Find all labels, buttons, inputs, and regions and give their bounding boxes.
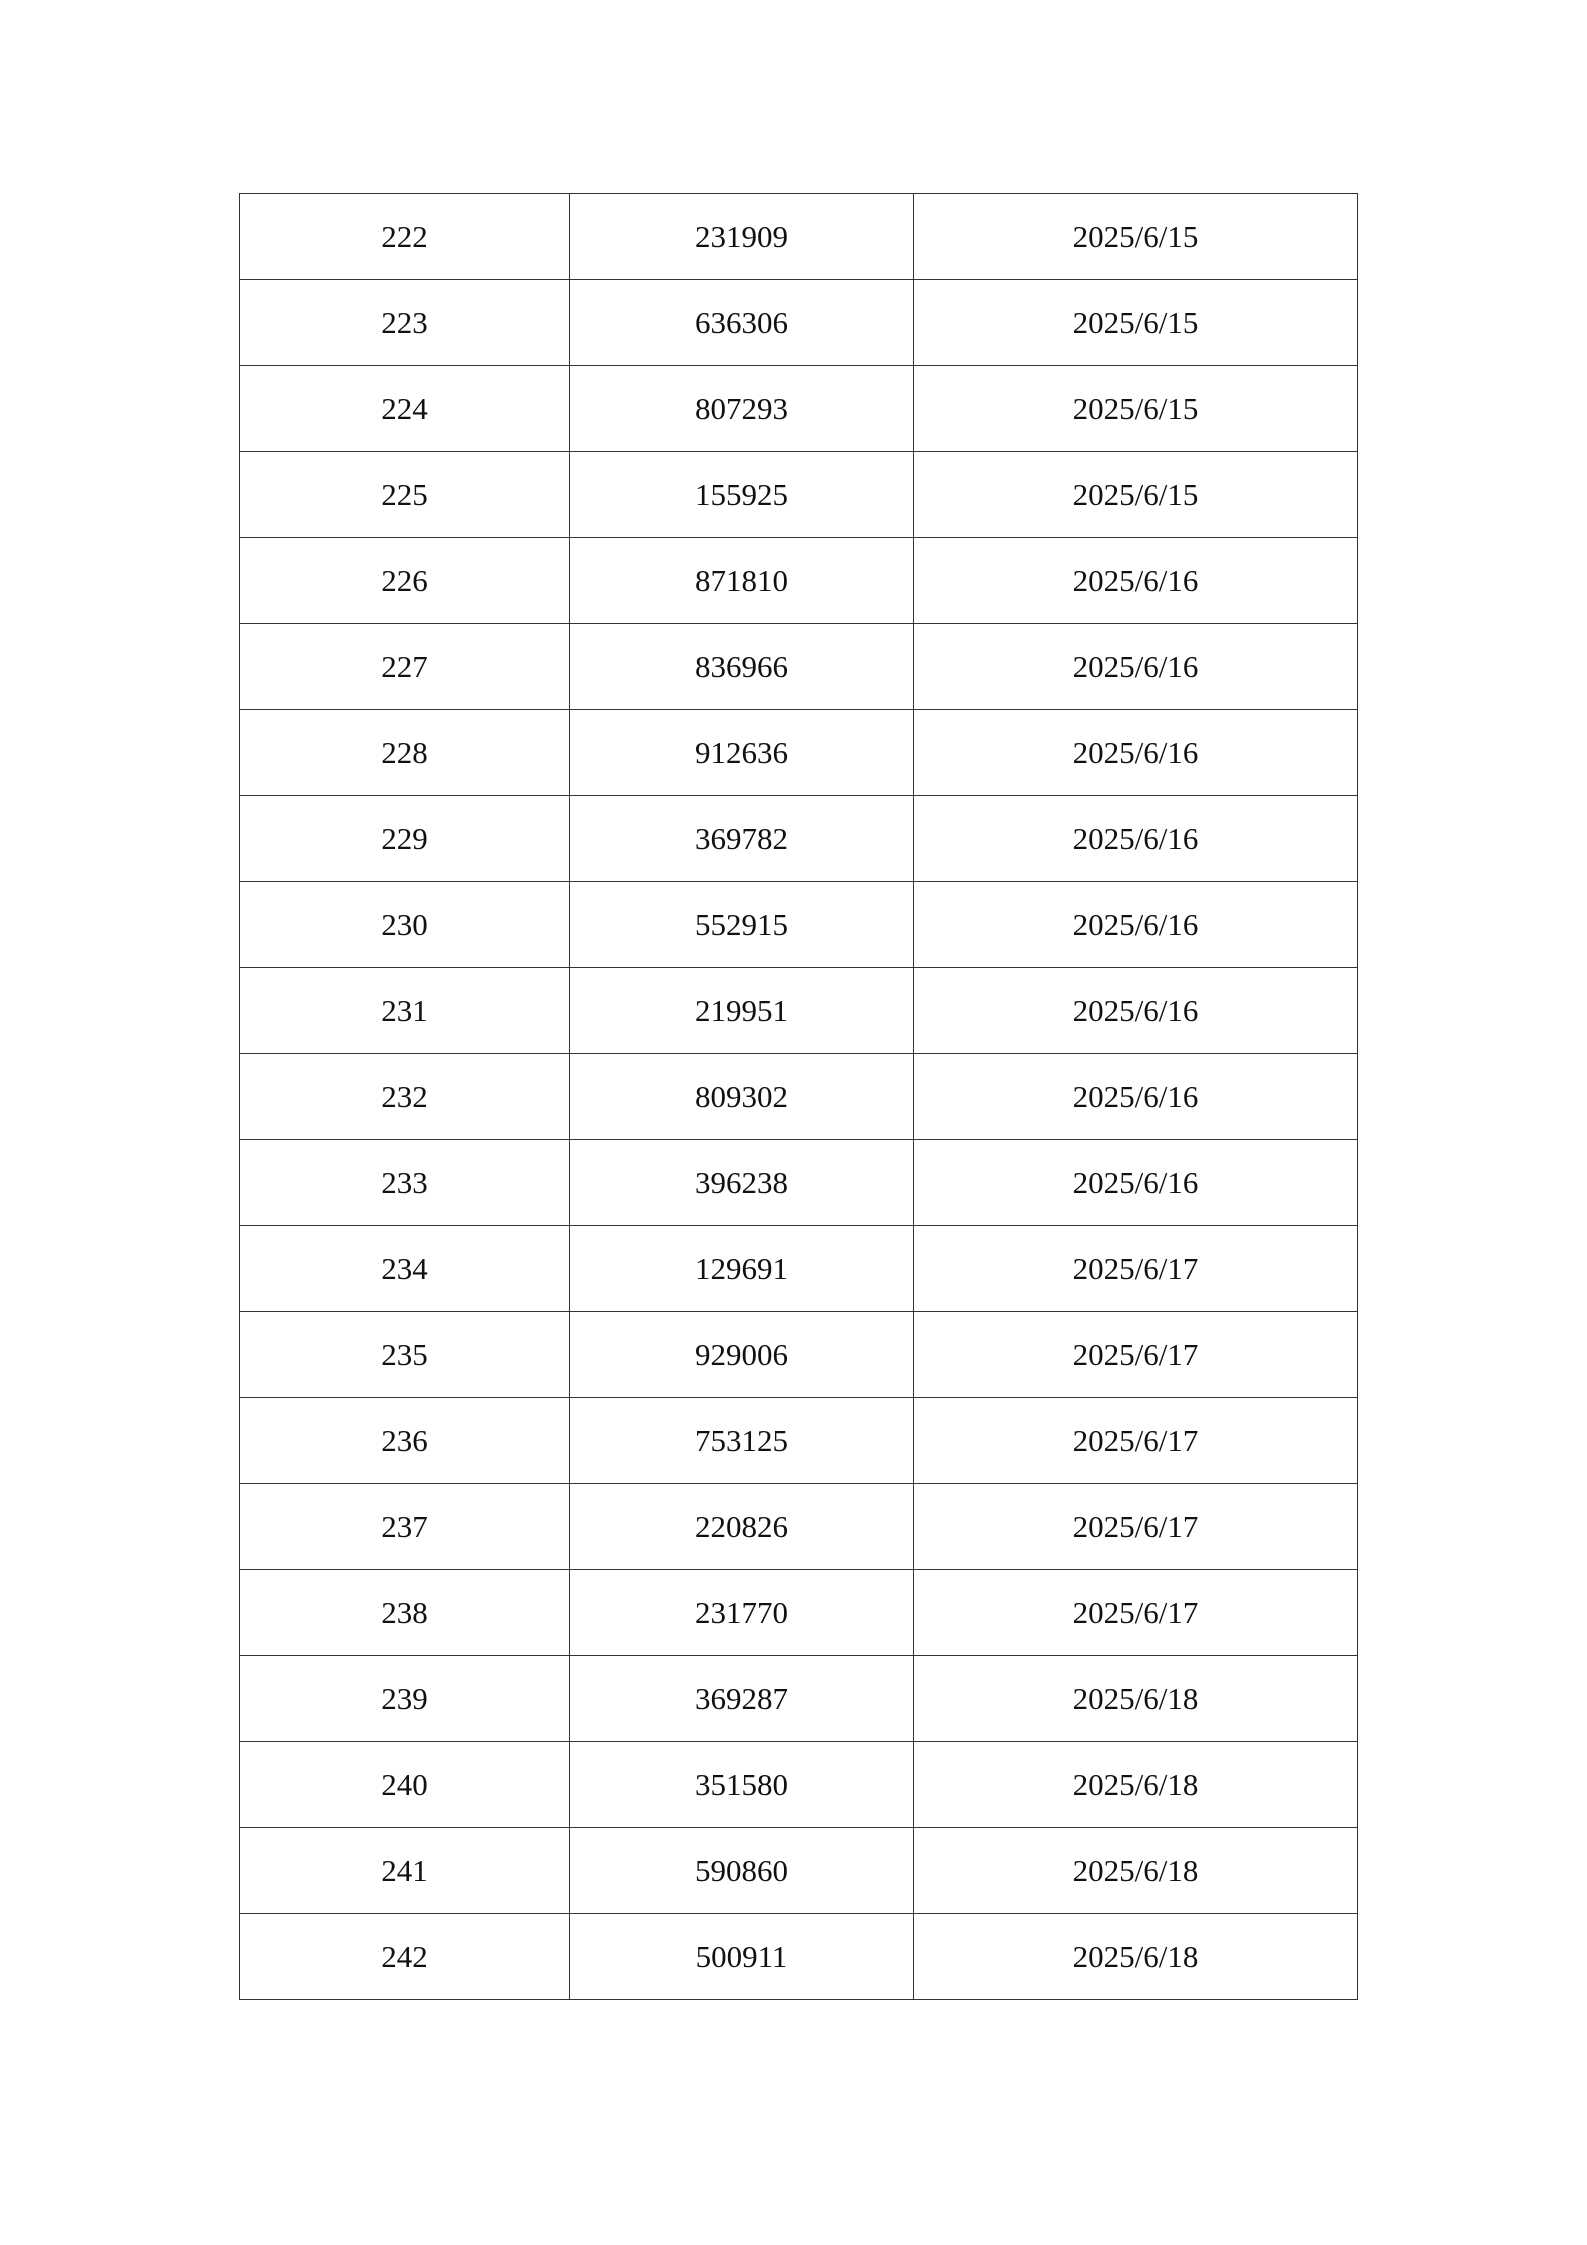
- date-cell: 2025/6/16: [914, 1140, 1358, 1226]
- table-row: [240, 968, 1358, 1054]
- code-cell: 220826: [570, 1484, 914, 1570]
- date-cell: 2025/6/17: [914, 1570, 1358, 1656]
- date-cell: 2025/6/18: [914, 1656, 1358, 1742]
- code-cell: 396238: [570, 1140, 914, 1226]
- table-row: [240, 194, 1358, 280]
- date-cell: 2025/6/15: [914, 194, 1358, 280]
- code-cell: 912636: [570, 710, 914, 796]
- row-number-cell: 231: [240, 968, 570, 1054]
- table-row: [240, 1312, 1358, 1398]
- date-cell: 2025/6/17: [914, 1312, 1358, 1398]
- table-row: [240, 1742, 1358, 1828]
- table-row: [240, 1054, 1358, 1140]
- date-cell: 2025/6/16: [914, 882, 1358, 968]
- code-cell: 753125: [570, 1398, 914, 1484]
- code-cell: 636306: [570, 280, 914, 366]
- code-cell: 231909: [570, 194, 914, 280]
- table-row: [240, 1226, 1358, 1312]
- row-number-cell: 242: [240, 1914, 570, 2000]
- date-cell: 2025/6/16: [914, 538, 1358, 624]
- table-row: [240, 796, 1358, 882]
- table-row: [240, 1828, 1358, 1914]
- row-number-cell: 240: [240, 1742, 570, 1828]
- table-row: [240, 538, 1358, 624]
- row-number-cell: 227: [240, 624, 570, 710]
- table-row: [240, 624, 1358, 710]
- row-number-cell: 228: [240, 710, 570, 796]
- row-number-cell: 241: [240, 1828, 570, 1914]
- table-row: [240, 710, 1358, 796]
- code-cell: 500911: [570, 1914, 914, 2000]
- row-number-cell: 232: [240, 1054, 570, 1140]
- date-cell: 2025/6/18: [914, 1828, 1358, 1914]
- row-number-cell: 235: [240, 1312, 570, 1398]
- date-cell: 2025/6/18: [914, 1914, 1358, 2000]
- row-number-cell: 226: [240, 538, 570, 624]
- row-number-cell: 225: [240, 452, 570, 538]
- code-cell: 807293: [570, 366, 914, 452]
- row-number-cell: 238: [240, 1570, 570, 1656]
- code-cell: 836966: [570, 624, 914, 710]
- row-number-cell: 236: [240, 1398, 570, 1484]
- table-row: [240, 1398, 1358, 1484]
- date-cell: 2025/6/17: [914, 1398, 1358, 1484]
- row-number-cell: 224: [240, 366, 570, 452]
- table-row: [240, 1484, 1358, 1570]
- table-row: [240, 1140, 1358, 1226]
- code-cell: 552915: [570, 882, 914, 968]
- code-cell: 369287: [570, 1656, 914, 1742]
- table-row: [240, 366, 1358, 452]
- code-cell: 590860: [570, 1828, 914, 1914]
- code-cell: 129691: [570, 1226, 914, 1312]
- code-cell: 809302: [570, 1054, 914, 1140]
- table-row: [240, 1656, 1358, 1742]
- table-row: [240, 452, 1358, 538]
- date-cell: 2025/6/15: [914, 280, 1358, 366]
- row-number-cell: 234: [240, 1226, 570, 1312]
- code-cell: 929006: [570, 1312, 914, 1398]
- date-cell: 2025/6/15: [914, 452, 1358, 538]
- date-cell: 2025/6/17: [914, 1226, 1358, 1312]
- code-cell: 871810: [570, 538, 914, 624]
- table-row: [240, 1914, 1358, 2000]
- date-cell: 2025/6/18: [914, 1742, 1358, 1828]
- table-row: [240, 280, 1358, 366]
- date-cell: 2025/6/15: [914, 366, 1358, 452]
- table-body: [240, 194, 1358, 2000]
- date-cell: 2025/6/16: [914, 710, 1358, 796]
- row-number-cell: 229: [240, 796, 570, 882]
- code-cell: 219951: [570, 968, 914, 1054]
- row-number-cell: 222: [240, 194, 570, 280]
- row-number-cell: 239: [240, 1656, 570, 1742]
- code-cell: 155925: [570, 452, 914, 538]
- date-cell: 2025/6/16: [914, 624, 1358, 710]
- row-number-cell: 230: [240, 882, 570, 968]
- code-cell: 369782: [570, 796, 914, 882]
- date-cell: 2025/6/16: [914, 1054, 1358, 1140]
- code-cell: 351580: [570, 1742, 914, 1828]
- date-cell: 2025/6/16: [914, 968, 1358, 1054]
- date-cell: 2025/6/16: [914, 796, 1358, 882]
- row-number-cell: 233: [240, 1140, 570, 1226]
- date-cell: 2025/6/17: [914, 1484, 1358, 1570]
- row-number-cell: 223: [240, 280, 570, 366]
- row-number-cell: 237: [240, 1484, 570, 1570]
- code-cell: 231770: [570, 1570, 914, 1656]
- table-row: [240, 1570, 1358, 1656]
- table-row: [240, 882, 1358, 968]
- data-table: [239, 193, 1358, 2000]
